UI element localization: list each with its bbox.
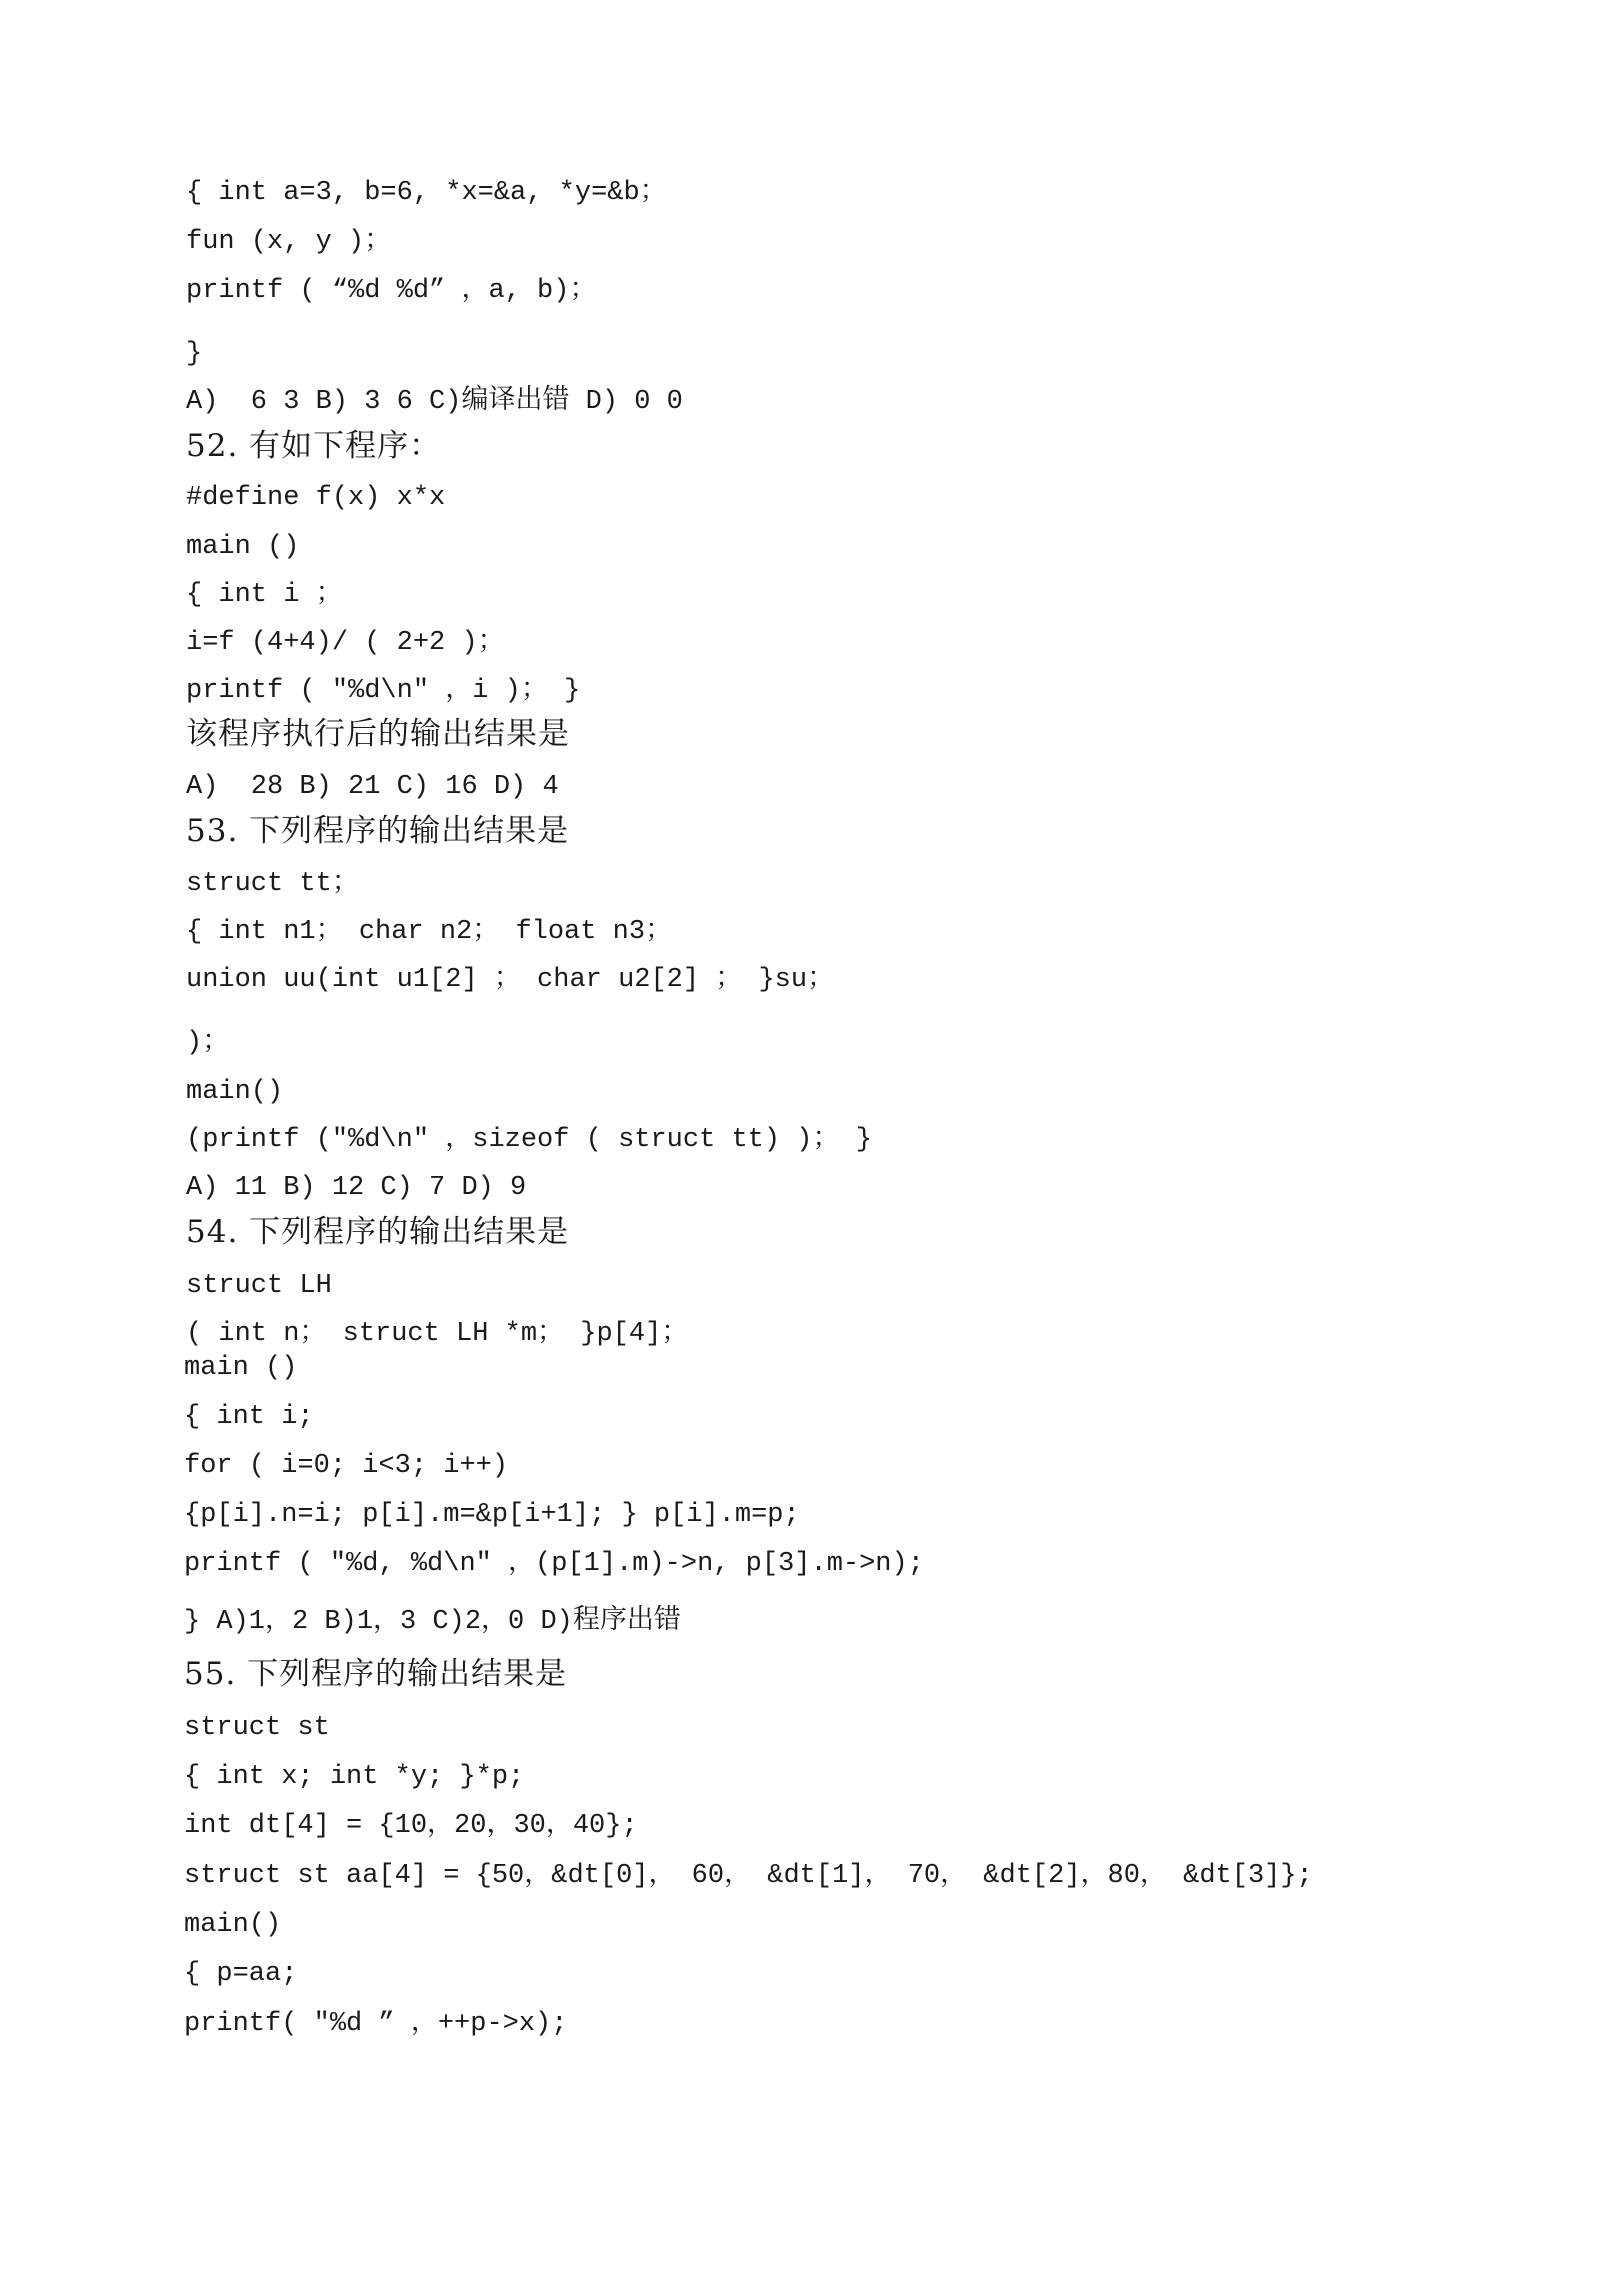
question-heading-52: 52. 有如下程序： xyxy=(186,428,442,464)
code-line: i=f (4+4)/ ( 2+2 )； xyxy=(186,628,505,658)
code-line: main() xyxy=(186,1077,284,1107)
code-line: struct LH xyxy=(186,1271,332,1301)
code-line: main () xyxy=(184,1353,298,1383)
answer-options: A) 6 3 B) 3 6 C)编译出错 D) 0 0 xyxy=(186,387,683,417)
code-line: { int x; int *y; }*p; xyxy=(184,1762,525,1792)
code-line: union uu(int u1[2] ； char u2[2] ； }su； xyxy=(186,965,835,995)
code-line: { p=aa; xyxy=(184,1959,298,1989)
code-line: {p[i].n=i; p[i].m=&p[i+1]; } p[i].m=p; xyxy=(184,1500,800,1530)
answer-options: A) 28 B) 21 C) 16 D) 4 xyxy=(186,772,559,802)
code-line: printf ( "%d\n" ，i )； } xyxy=(186,676,581,706)
code-line: { int i ； xyxy=(186,580,343,610)
code-line: { int n1； char n2； float n3； xyxy=(186,917,673,947)
code-line: printf( "%d ” ，++p->x); xyxy=(184,2009,568,2039)
code-line: { int a=3, b=6, *x=&a, *y=&b； xyxy=(186,178,667,208)
code-line: } xyxy=(186,339,203,369)
answer-options: } A)1，2 B)1，3 C)2，0 D)程序出错 xyxy=(184,1607,681,1637)
question-prompt: 该程序执行后的输出结果是 xyxy=(186,716,570,752)
code-line: )； xyxy=(186,1028,230,1058)
code-line: struct st xyxy=(184,1713,330,1743)
code-line: struct tt； xyxy=(186,869,359,899)
code-line: main() xyxy=(184,1910,282,1940)
question-heading-54: 54. 下列程序的输出结果是 xyxy=(186,1214,570,1250)
code-line: for ( i=0; i<3; i++) xyxy=(184,1451,509,1481)
code-line: ( int n； struct LH *m； }p[4]； xyxy=(186,1319,689,1349)
answer-options: A) 11 B) 12 C) 7 D) 9 xyxy=(186,1173,527,1203)
code-line: int dt[4] = {10，20，30，40}; xyxy=(184,1811,638,1841)
code-line: main () xyxy=(186,532,300,562)
code-line: (printf ("%d\n" ，sizeof ( struct tt) )； } xyxy=(186,1125,872,1155)
question-heading-55: 55. 下列程序的输出结果是 xyxy=(184,1656,568,1692)
code-line: printf ( "%d, %d\n" ，(p[1].m)->n, p[3].m->n); xyxy=(184,1549,924,1579)
code-line: { int i; xyxy=(184,1402,314,1432)
code-line: struct st aa[4] = {50，&dt[0]， 60， &dt[1]， 70， &dt[2]，80， &dt[3]}; xyxy=(184,1861,1313,1891)
question-heading-53: 53. 下列程序的输出结果是 xyxy=(186,813,570,849)
code-line: #define f(x) x*x xyxy=(186,483,446,513)
code-line: printf ( “%d %d” ，a, b)； xyxy=(186,276,597,306)
code-line: fun (x, y )； xyxy=(186,227,392,257)
